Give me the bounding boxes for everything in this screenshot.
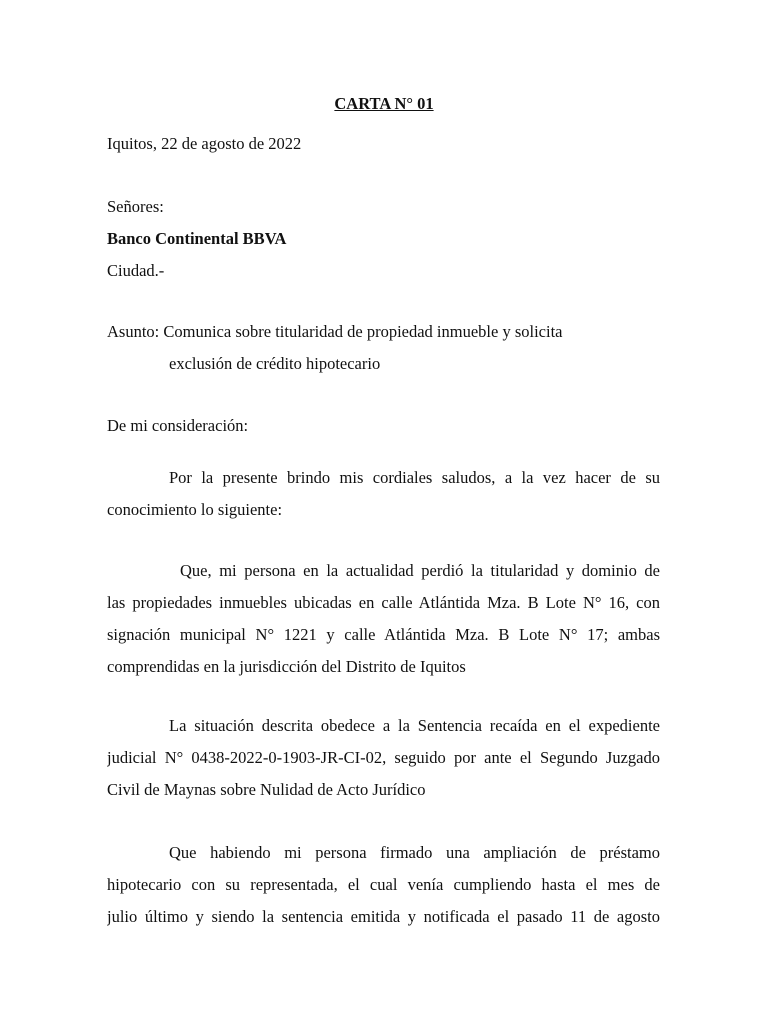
paragraph-4 [107, 837, 660, 933]
paragraph-3 [107, 710, 660, 806]
paragraph-2-line: Que, mi persona en la actualidad perdió la titularidad y dominio de [180, 561, 660, 580]
paragraph-2-line: comprendidas en la jurisdicción del Distrito de Iquitos [107, 657, 466, 676]
paragraph-4-line: hipotecario con su representada, el cual venía cumpliendo hasta el mes de [107, 875, 660, 894]
paragraph-1-line: Por la presente brindo mis cordiales saludos, a la vez hacer de su [169, 468, 660, 487]
greeting: De mi consideración: [107, 416, 249, 435]
paragraph-3-line: La situación descrita obedece a la Sentencia recaída en el expediente [169, 716, 660, 735]
recipient-city: Ciudad.- [107, 261, 165, 280]
paragraph-4-line: Que habiendo mi persona firmado una ampliación de préstamo [169, 843, 660, 862]
letter-title: CARTA N° 01 [334, 94, 434, 113]
subject-line-2: exclusión de crédito hipotecario [169, 354, 381, 373]
paragraph-3-line: Civil de Maynas sobre Nulidad de Acto Jurídico [107, 780, 426, 799]
recipient-name: Banco Continental BBVA [107, 229, 287, 248]
paragraph-4-line: julio último y siendo la sentencia emitida y notificada el pasado 11 de agosto [107, 907, 660, 926]
paragraph-1-line: conocimiento lo siguiente: [107, 500, 283, 519]
paragraph-2-line: las propiedades inmuebles ubicadas en calle Atlántida Mza. B Lote N° 16, con [107, 593, 660, 612]
paragraph-3-line: judicial N° 0438-2022-0-1903-JR-CI-02, seguido por ante el Segundo Juzgado [107, 748, 660, 767]
date-line: Iquitos, 22 de agosto de 2022 [107, 134, 302, 153]
salutation-to: Señores: [107, 197, 164, 216]
paragraph-2 [107, 555, 660, 683]
paragraph-1 [107, 462, 660, 526]
paragraph-2-line: signación municipal N° 1221 y calle Atlántida Mza. B Lote N° 17; ambas [107, 625, 660, 644]
subject-line-1: Asunto: Comunica sobre titularidad de propiedad inmueble y solicita [107, 322, 563, 341]
